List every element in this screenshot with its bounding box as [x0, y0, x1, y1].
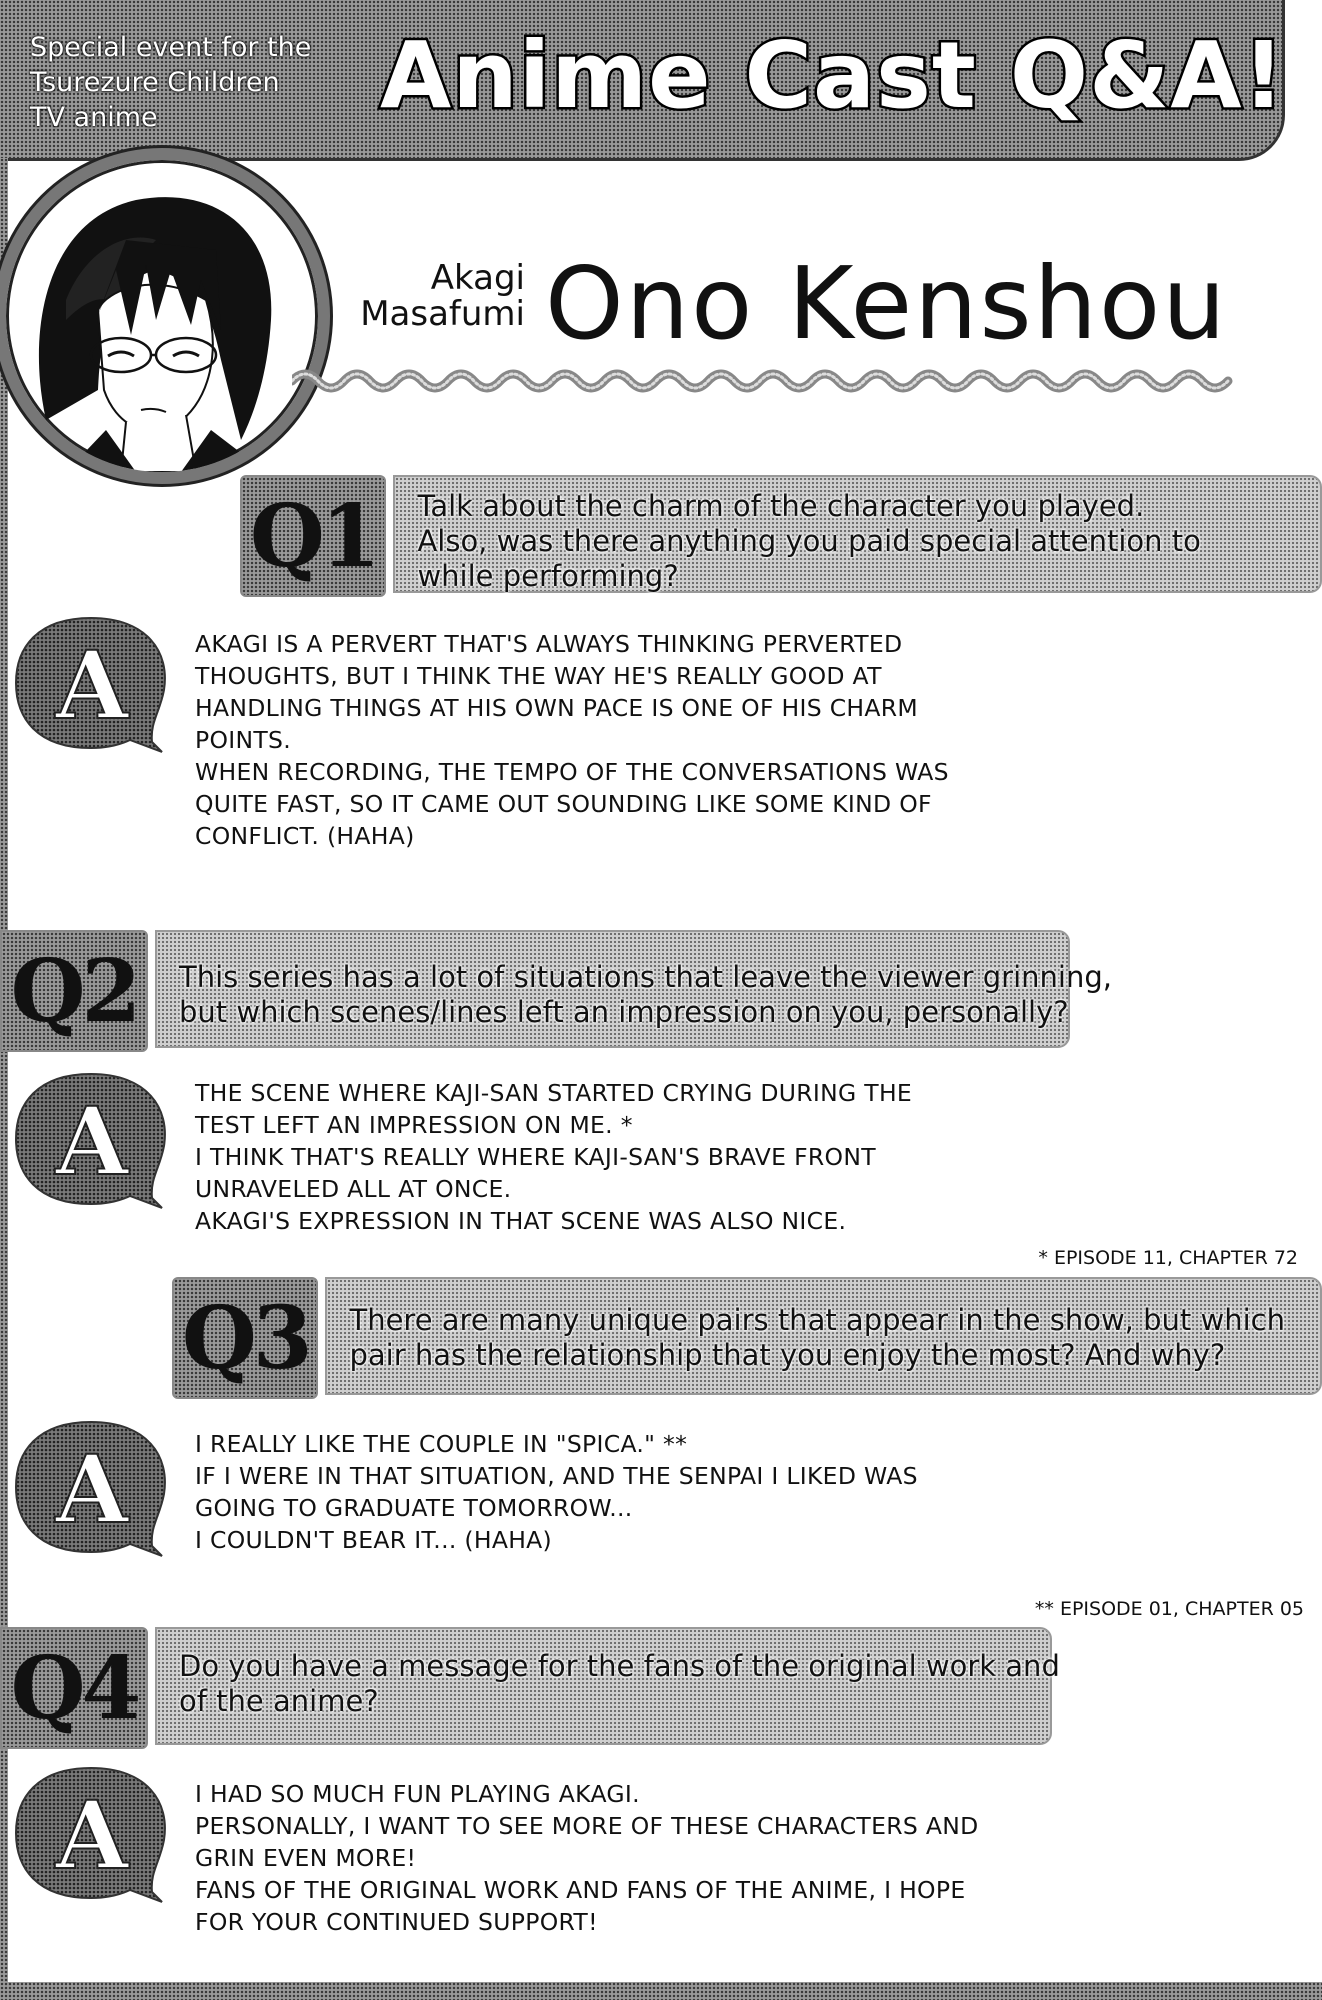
answer-bubble-icon	[12, 1762, 170, 1906]
answer-line: UNRAVELED ALL AT ONCE.	[195, 1175, 512, 1203]
voice-actor-name: Ono Kenshou	[545, 245, 1228, 362]
answer-4	[195, 1778, 979, 1938]
answer-line: I COULDN'T BEAR IT... (HAHA)	[195, 1526, 553, 1554]
question-line: Talk about the charm of the character you played.	[417, 489, 1145, 523]
answer-line: AKAGI'S EXPRESSION IN THAT SCENE WAS ALSO NICE.	[195, 1207, 847, 1235]
character-name-line: Akagi	[430, 258, 525, 298]
question-line: but which scenes/lines left an impression on you, personally?	[179, 995, 1069, 1029]
question-2	[0, 930, 1112, 1048]
question-4	[0, 1627, 1060, 1745]
answer-line: THE SCENE WHERE KAJI-SAN STARTED CRYING DURING THE	[195, 1079, 913, 1107]
answer-line: IF I WERE IN THAT SITUATION, AND THE SENPAI I LIKED WAS	[195, 1462, 918, 1490]
answer-line: CONFLICT. (HAHA)	[195, 822, 415, 850]
answer-1	[195, 628, 949, 852]
question-line: while performing?	[417, 559, 679, 593]
character-name	[330, 260, 525, 332]
question-label: Q1	[240, 475, 386, 597]
answer-bubble-icon	[12, 612, 170, 756]
question-label: Q4	[0, 1627, 148, 1749]
answer-line: WHEN RECORDING, THE TEMPO OF THE CONVERSATIONS WAS	[195, 758, 949, 786]
question-line: Also, was there anything you paid special attention to	[417, 524, 1201, 558]
answer-line: I THINK THAT'S REALLY WHERE KAJI-SAN'S BRAVE FRONT	[195, 1143, 876, 1171]
header-subtitle	[30, 30, 330, 135]
answer-line: THOUGHTS, BUT I THINK THE WAY HE'S REALLY GOOD AT	[195, 662, 882, 690]
character-drawing	[6, 160, 318, 472]
answer-bubble-icon	[12, 1068, 170, 1212]
answer-line: QUITE FAST, SO IT CAME OUT SOUNDING LIKE SOME KIND OF	[195, 790, 932, 818]
answer-line: PERSONALLY, I WANT TO SEE MORE OF THESE CHARACTERS AND	[195, 1812, 979, 1840]
answer-marker: A	[55, 1435, 129, 1545]
question-1	[240, 475, 1322, 593]
answer-marker: A	[55, 1781, 129, 1891]
page-title: Anime Cast Q&A!	[380, 22, 1286, 129]
bottom-border	[0, 1982, 1322, 2000]
wavy-divider	[292, 366, 1237, 396]
answer-3	[195, 1428, 918, 1556]
question-line: pair has the relationship that you enjoy the most? And why?	[349, 1338, 1226, 1372]
question-text	[155, 930, 1112, 1048]
header-banner	[0, 0, 1285, 161]
answer-line: GRIN EVEN MORE!	[195, 1844, 417, 1872]
question-3	[172, 1277, 1322, 1395]
answer-2	[195, 1077, 912, 1237]
answer-line: POINTS.	[195, 726, 292, 754]
answer-line: AKAGI IS A PERVERT THAT'S ALWAYS THINKING PERVERTED	[195, 630, 903, 658]
character-name-line: Masafumi	[360, 294, 525, 334]
answer-marker: A	[55, 631, 129, 741]
question-text	[325, 1277, 1322, 1395]
question-text	[155, 1627, 1060, 1745]
answer-line: GOING TO GRADUATE TOMORROW...	[195, 1494, 633, 1522]
header-subtitle-line: Tsurezure Children	[30, 67, 280, 98]
answer-marker: A	[55, 1087, 129, 1197]
question-label: Q2	[0, 930, 148, 1052]
answer-line: I HAD SO MUCH FUN PLAYING AKAGI.	[195, 1780, 640, 1808]
answer-line: FANS OF THE ORIGINAL WORK AND FANS OF THE ANIME, I HOPE	[195, 1876, 966, 1904]
question-line: Do you have a message for the fans of the original work and	[179, 1649, 1060, 1683]
character-portrait	[0, 148, 330, 484]
question-label: Q3	[172, 1277, 318, 1399]
header-subtitle-line: TV anime	[30, 102, 158, 133]
answer-line: TEST LEFT AN IMPRESSION ON ME. *	[195, 1111, 633, 1139]
footnote: ** EPISODE 01, CHAPTER 05	[1034, 1598, 1304, 1620]
question-line: This series has a lot of situations that leave the viewer grinning,	[179, 960, 1112, 994]
answer-line: HANDLING THINGS AT HIS OWN PACE IS ONE OF HIS CHARM	[195, 694, 918, 722]
question-text	[393, 475, 1322, 593]
question-line: of the anime?	[179, 1684, 379, 1718]
answer-line: FOR YOUR CONTINUED SUPPORT!	[195, 1908, 598, 1936]
answer-line: I REALLY LIKE THE COUPLE IN "SPICA." **	[195, 1430, 688, 1458]
answer-bubble-icon	[12, 1416, 170, 1560]
header-subtitle-line: Special event for the	[30, 32, 312, 63]
question-line: There are many unique pairs that appear in the show, but which	[349, 1303, 1285, 1337]
footnote: * EPISODE 11, CHAPTER 72	[1038, 1247, 1298, 1269]
